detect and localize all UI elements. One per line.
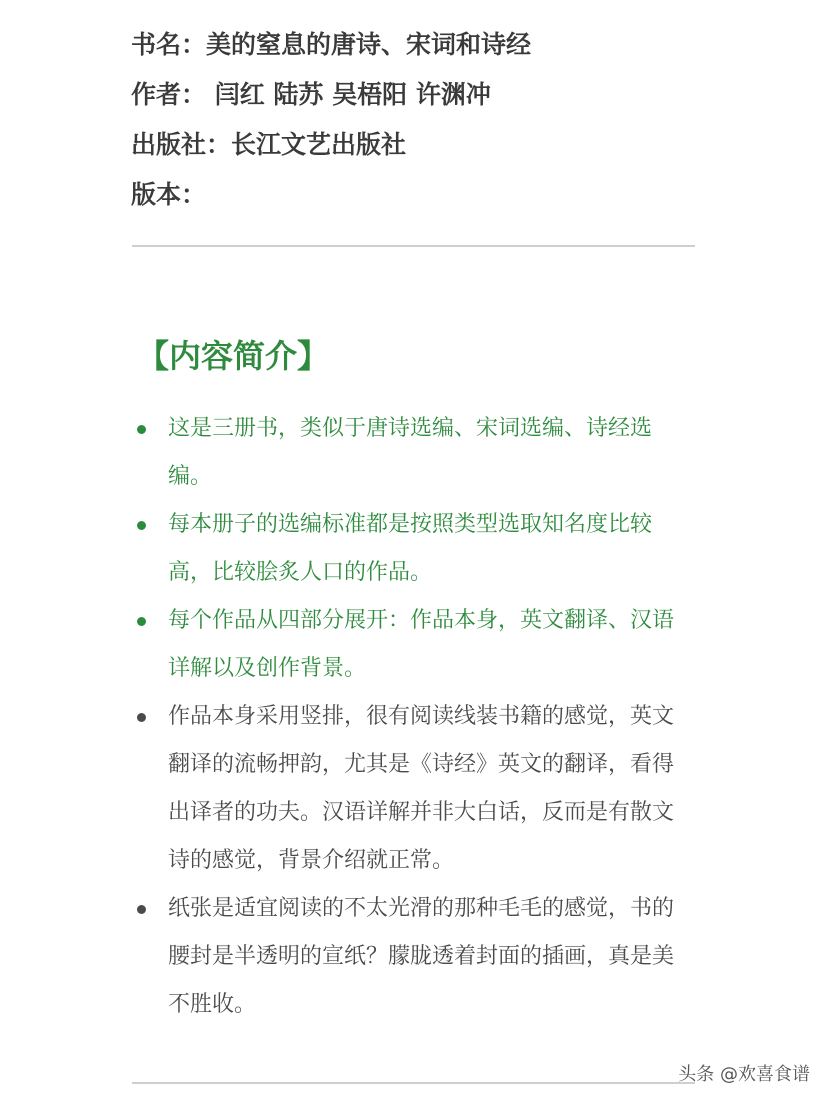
list-item: [134, 405, 694, 501]
bullet-dot-icon: [137, 617, 146, 626]
book-publisher-line: 出版社：长江文艺出版社: [131, 130, 407, 159]
list-item-text: 作品本身采用竖排，很有阅读线装书籍的感觉，英文翻译的流畅押韵，尤其是《诗经》英文的翻译，看得出译者的功夫。汉语详解并非大白话，反而是有散文诗的感觉，背景介绍就正常。: [168, 704, 675, 873]
book-info: [131, 20, 531, 220]
bullet-dot-icon: [137, 425, 146, 434]
bullet-dot-icon: [137, 905, 146, 914]
content-bullet-list: [134, 405, 694, 1029]
divider-bottom: [132, 1082, 695, 1084]
watermark: 头条 @欢喜食谱: [678, 1064, 810, 1085]
list-item: [134, 693, 694, 885]
list-item: [134, 501, 694, 597]
divider-top: [132, 245, 695, 247]
list-item-text: 每本册子的选编标准都是按照类型选取知名度比较高，比较脍炙人口的作品。: [168, 512, 653, 585]
list-item-text: 纸张是适宜阅读的不太光滑的那种毛毛的感觉，书的腰封是半透明的宣纸？朦胧透着封面的插画，真是美不胜收。: [168, 896, 675, 1017]
section-title: 【内容简介】: [137, 337, 330, 375]
book-author-line: 作者： 闫红 陆苏 吴梧阳 许渊冲: [131, 80, 491, 109]
book-title-line: 书名：美的窒息的唐诗、宋词和诗经: [131, 30, 532, 59]
bullet-dot-icon: [137, 521, 146, 530]
list-item-text: 这是三册书，类似于唐诗选编、宋词选编、诗经选编。: [168, 416, 653, 489]
bullet-dot-icon: [137, 713, 146, 722]
list-item: [134, 885, 694, 1029]
list-item-text: 每个作品从四部分展开：作品本身，英文翻译、汉语详解以及创作背景。: [168, 608, 675, 681]
list-item: [134, 597, 694, 693]
book-edition-line: 版本：: [131, 180, 207, 209]
